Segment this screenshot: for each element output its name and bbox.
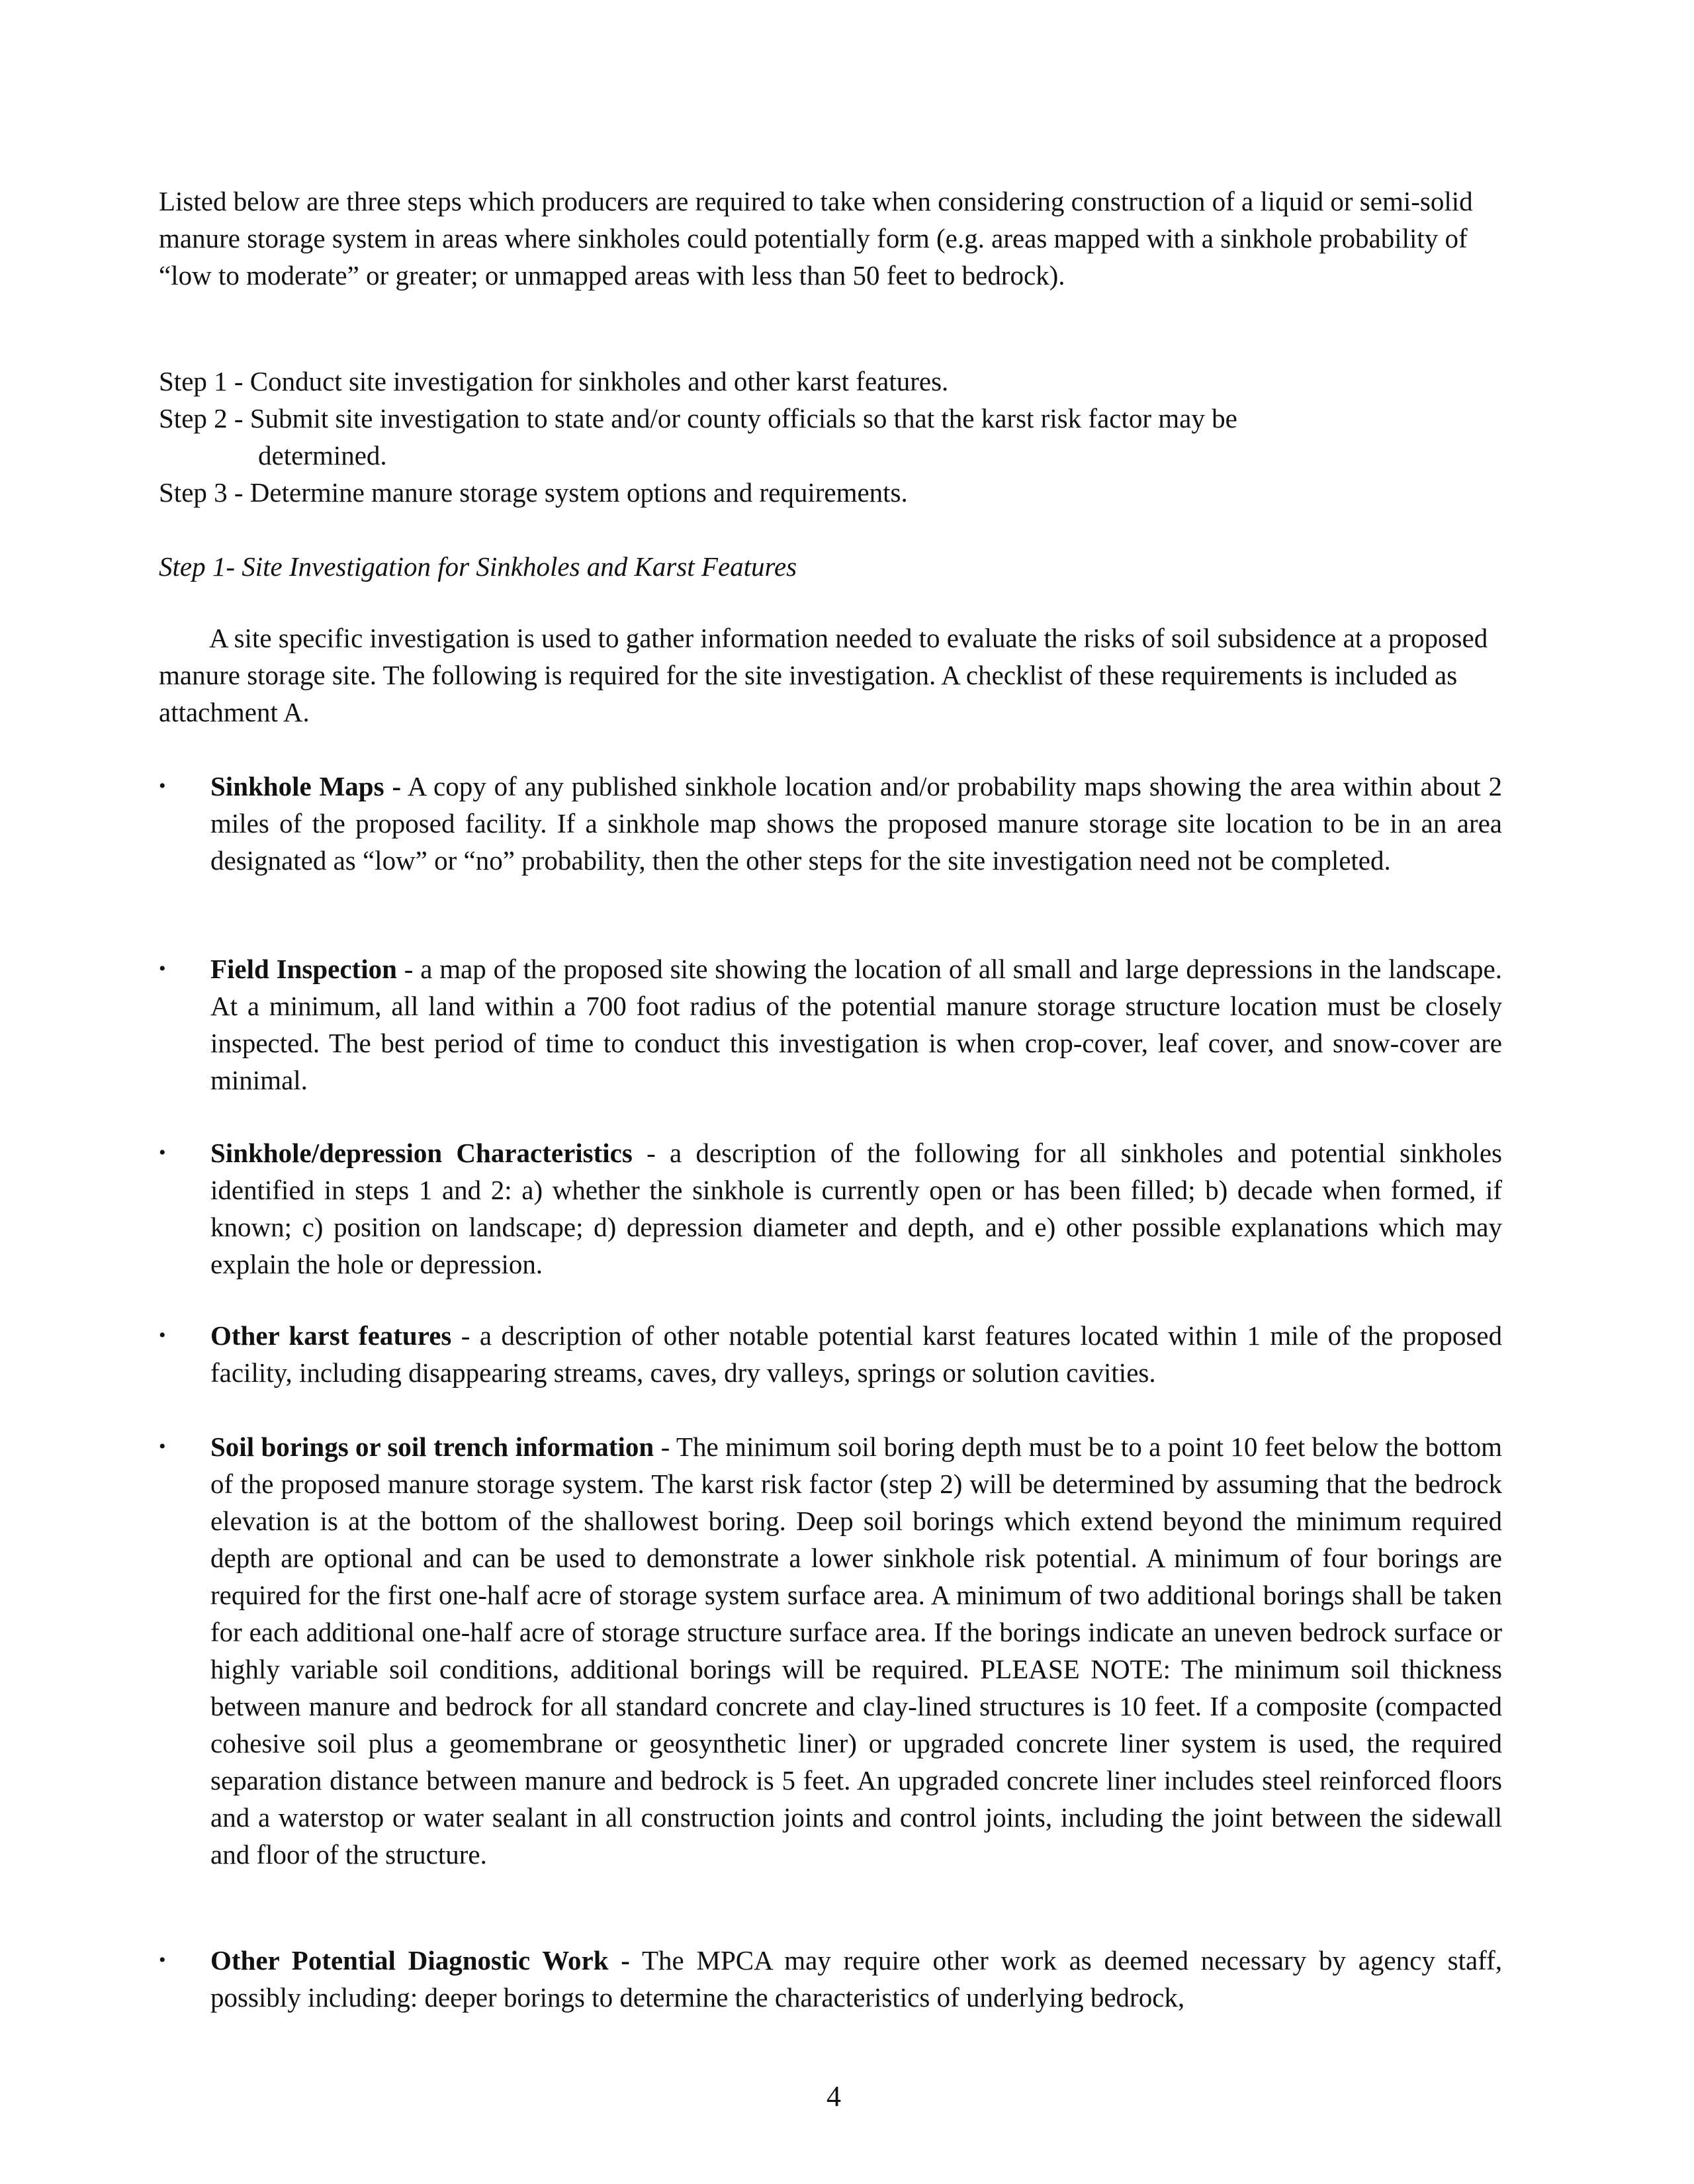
requirement-body (210, 950, 1502, 1099)
list-item (159, 1942, 1502, 2016)
requirement-title: Sinkhole Maps - (210, 771, 402, 801)
bullet-icon: • (159, 1949, 166, 1971)
requirement-text: - The minimum soil boring depth must be to a point 10 feet below the bottom of the proposed manure storage system. The karst risk factor (step 2) will be determined by assuming that the bedrock elevation is at the bottom of the shallowest boring. Deep soil borings which extend beyond the minimum required depth are optional and can be used to demonstrate a lower sinkhole risk potential. A minimum of four borings are required for the first one-half acre of storage system surface area. A minimum of two additional borings shall be taken for each additional one-half acre of storage structure surface area. If the borings indicate an uneven bedrock surface or highly variable soil conditions, additional borings will be required. PLEASE NOTE: The minimum soil thickness between manure and bedrock for all standard concrete and clay-lined structures is 10 feet. If a composite (compacted cohesive soil plus a geomembrane or geosynthetic liner) or upgraded concrete liner system is used, the required separation distance between manure and bedrock is 5 feet. An upgraded concrete liner includes steel reinforced floors and a waterstop or water sealant in all construction joints and control joints, including the joint between the sidewall and floor of the structure. (210, 1432, 1502, 1870)
list-item (159, 1428, 1502, 1873)
requirement-body (210, 1134, 1502, 1283)
requirement-title: Other Potential Diagnostic Work - (210, 1945, 630, 1976)
intro-paragraph: Listed below are three steps which producers are required to take when considering construction of a liquid or semi-solid manure storage system in areas where sinkholes could potentially form (e.g. areas mapped with a sinkhole probability of “low to moderate” or greater; or unmapped areas with less than 50 feet to bedrock). (159, 186, 1473, 291)
list-item (159, 768, 1502, 879)
list-item (159, 950, 1502, 1099)
requirement-text: A copy of any published sinkhole location and/or probability maps showing the area within about 2 miles of the proposed facility. If a sinkhole map shows the proposed manure storage site location to be in an area designated as “low” or “no” probability, then the other steps for the site investigation need not be completed. (210, 771, 1502, 876)
requirement-text: - a description of other notable potential karst features located within 1 mile of the proposed facility, including disappearing streams, caves, dry valleys, springs or solution cavities. (210, 1320, 1502, 1388)
bullet-icon: • (159, 1142, 166, 1163)
bullet-icon: • (159, 775, 166, 797)
bullet-icon: • (159, 1324, 166, 1346)
requirement-text: - a description of the following for all sinkholes and potential sinkholes identified in steps 1 and 2: a) whether the sinkhole is currently open or has been filled; b) decade when formed, if known; c) position on landscape; d) depression diameter and depth, and e) other possible explanations which may explain the hole or depression. (210, 1138, 1502, 1279)
step-3-line: Step 3 - Determine manure storage system options and requirements. (159, 477, 908, 508)
requirement-title: Soil borings or soil trench information (210, 1432, 654, 1462)
requirement-text: - a map of the proposed site showing the location of all small and large depressions in the landscape. At a minimum, all land within a 700 foot radius of the potential manure storage structure location must be closely inspected. The best period of time to conduct this investigation is when crop-cover, leaf cover, and snow-cover are minimal. (210, 954, 1502, 1095)
requirement-title: Field Inspection (210, 954, 397, 984)
requirement-title: Other karst features (210, 1320, 452, 1351)
list-item (159, 1134, 1502, 1283)
requirement-body (210, 1428, 1502, 1873)
step-1-line: Step 1 - Conduct site investigation for sinkholes and other karst features. (159, 366, 949, 396)
step-2-line: Step 2 - Submit site investigation to state and/or county officials so that the karst risk factor may be (159, 403, 1237, 433)
list-item (159, 1317, 1502, 1391)
bullet-icon: • (159, 958, 166, 979)
steps-list (159, 363, 1502, 511)
requirement-body (210, 1942, 1502, 2016)
bullet-icon: • (159, 1435, 166, 1457)
step-2-continuation: determined. (258, 440, 387, 471)
requirement-body (210, 768, 1502, 879)
investigation-intro-paragraph: A site specific investigation is used to gather information needed to evaluate the risks of soil subsidence at a proposed manure storage site. The following is required for the site investigation. A checklist of these requirements is included as attachment A. (159, 623, 1488, 727)
requirement-text: The MPCA may require other work as deemed necessary by agency staff, possibly including: deeper borings to determine the characteristics of underlying bedrock, (210, 1945, 1502, 2013)
requirement-body (210, 1317, 1502, 1391)
requirement-title: Sinkhole/depression Characteristics (210, 1138, 633, 1168)
section-heading: Step 1- Site Investigation for Sinkholes and Karst Features (159, 551, 797, 582)
page-number: 4 (826, 2080, 841, 2113)
